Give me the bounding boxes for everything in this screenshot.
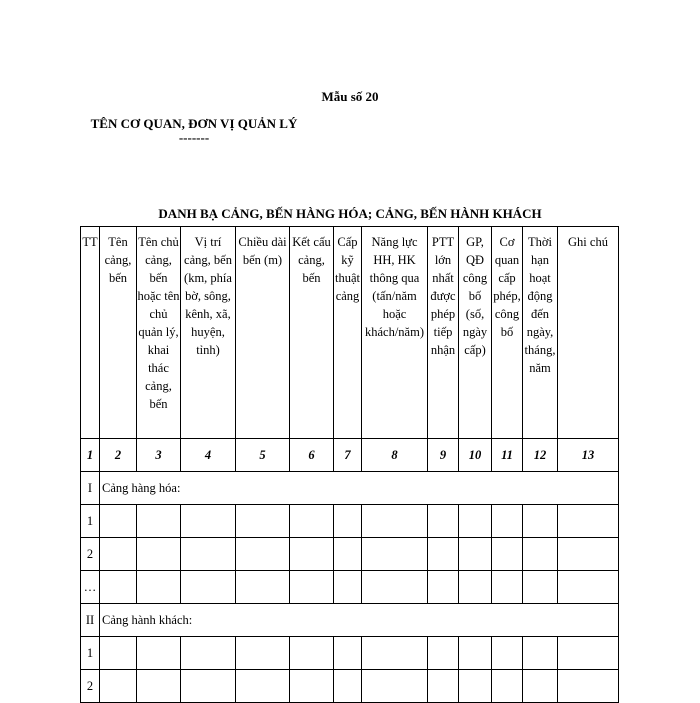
table-cell [459, 637, 492, 670]
row-index: 1 [81, 637, 100, 670]
table-cell [523, 571, 558, 604]
table-cell [459, 505, 492, 538]
column-number: 1 [81, 439, 100, 472]
table-cell [334, 538, 362, 571]
row-index: 2 [81, 538, 100, 571]
column-number: 7 [334, 439, 362, 472]
column-header: Tên chủ cảng, bến hoặc tên chủ quản lý, khai thác cảng, bến [137, 227, 181, 439]
table-cell [428, 637, 459, 670]
table-row [81, 670, 619, 703]
column-number: 12 [523, 439, 558, 472]
agency-name: TÊN CƠ QUAN, ĐƠN VỊ QUẢN LÝ [90, 116, 298, 131]
table-cell [492, 505, 523, 538]
table-cell [523, 538, 558, 571]
row-index: 1 [81, 505, 100, 538]
section-label: Cảng hàng hóa: [100, 472, 619, 505]
section-label: Cảng hành khách: [100, 604, 619, 637]
table-row [81, 505, 619, 538]
column-header: PTT lớn nhất được phép tiếp nhận [428, 227, 459, 439]
table-cell [492, 538, 523, 571]
table-cell [100, 571, 137, 604]
table-cell [428, 505, 459, 538]
table-cell [558, 637, 619, 670]
table-cell [558, 505, 619, 538]
column-header: Chiều dài bến (m) [236, 227, 290, 439]
table-cell [334, 571, 362, 604]
table-cell [181, 670, 236, 703]
agency-separator: ------- [178, 130, 210, 145]
column-number: 2 [100, 439, 137, 472]
table-row [81, 637, 619, 670]
table-cell [492, 637, 523, 670]
table-cell [428, 571, 459, 604]
table-cell [334, 505, 362, 538]
table-cell [523, 670, 558, 703]
table-cell [362, 538, 428, 571]
section-numeral: II [81, 604, 100, 637]
table-cell [290, 538, 334, 571]
column-number: 3 [137, 439, 181, 472]
header-row [81, 227, 619, 439]
column-number: 10 [459, 439, 492, 472]
table-cell [492, 571, 523, 604]
table-cell [290, 571, 334, 604]
table-cell [558, 571, 619, 604]
table-cell [523, 637, 558, 670]
table-cell [100, 538, 137, 571]
table-cell [137, 538, 181, 571]
row-index: … [81, 571, 100, 604]
column-header: Thời hạn hoạt động đến ngày, tháng, năm [523, 227, 558, 439]
column-number: 6 [290, 439, 334, 472]
column-header: Cơ quan cấp phép, công bố [492, 227, 523, 439]
column-header: Năng lực HH, HK thông qua (tấn/năm hoặc khách/năm) [362, 227, 428, 439]
table-cell [290, 637, 334, 670]
section-numeral: I [81, 472, 100, 505]
table-cell [523, 505, 558, 538]
table-cell [100, 670, 137, 703]
table-cell [137, 571, 181, 604]
table-body [81, 227, 619, 703]
column-number: 8 [362, 439, 428, 472]
table-cell [362, 505, 428, 538]
table-cell [334, 637, 362, 670]
column-header: TT [81, 227, 100, 439]
table-cell [236, 571, 290, 604]
table-cell [236, 538, 290, 571]
table-cell [137, 505, 181, 538]
table-row [81, 571, 619, 604]
form-number: Mẫu số 20 [321, 89, 379, 104]
column-number: 13 [558, 439, 619, 472]
row-index: 2 [81, 670, 100, 703]
table-cell [362, 637, 428, 670]
table-cell [100, 505, 137, 538]
register-table [80, 226, 619, 703]
table-cell [181, 637, 236, 670]
table-cell [428, 670, 459, 703]
table-cell [290, 505, 334, 538]
table-cell [290, 670, 334, 703]
column-number: 9 [428, 439, 459, 472]
column-header: Vị trí cảng, bến (km, phía bờ, sông, kênh, xã, huyện, tỉnh) [181, 227, 236, 439]
table-cell [236, 670, 290, 703]
section-row [81, 472, 619, 505]
column-number: 4 [181, 439, 236, 472]
table-cell [137, 637, 181, 670]
column-header: GP, QĐ công bố (số, ngày cấp) [459, 227, 492, 439]
agency-block [84, 114, 304, 143]
table-cell [100, 637, 137, 670]
table-cell [459, 538, 492, 571]
table-cell [558, 670, 619, 703]
table-cell [428, 538, 459, 571]
table-cell [362, 571, 428, 604]
column-header: Kết cấu cảng, bến [290, 227, 334, 439]
table-cell [334, 670, 362, 703]
table-cell [459, 571, 492, 604]
table-row [81, 538, 619, 571]
section-row [81, 604, 619, 637]
column-header: Cấp kỹ thuật cảng [334, 227, 362, 439]
table-cell [137, 670, 181, 703]
table-cell [362, 670, 428, 703]
table-cell [492, 670, 523, 703]
table-cell [459, 670, 492, 703]
column-number: 5 [236, 439, 290, 472]
document-title: DANH BẠ CẢNG, BẾN HÀNG HÓA; CẢNG, BẾN HÀNH KHÁCH [158, 206, 542, 221]
table-cell [558, 538, 619, 571]
column-header: Tên cảng, bến [100, 227, 137, 439]
table-cell [236, 637, 290, 670]
column-header: Ghi chú [558, 227, 619, 439]
column-number: 11 [492, 439, 523, 472]
table-cell [181, 505, 236, 538]
table-cell [181, 538, 236, 571]
table-cell [181, 571, 236, 604]
table-cell [236, 505, 290, 538]
column-number-row [81, 439, 619, 472]
